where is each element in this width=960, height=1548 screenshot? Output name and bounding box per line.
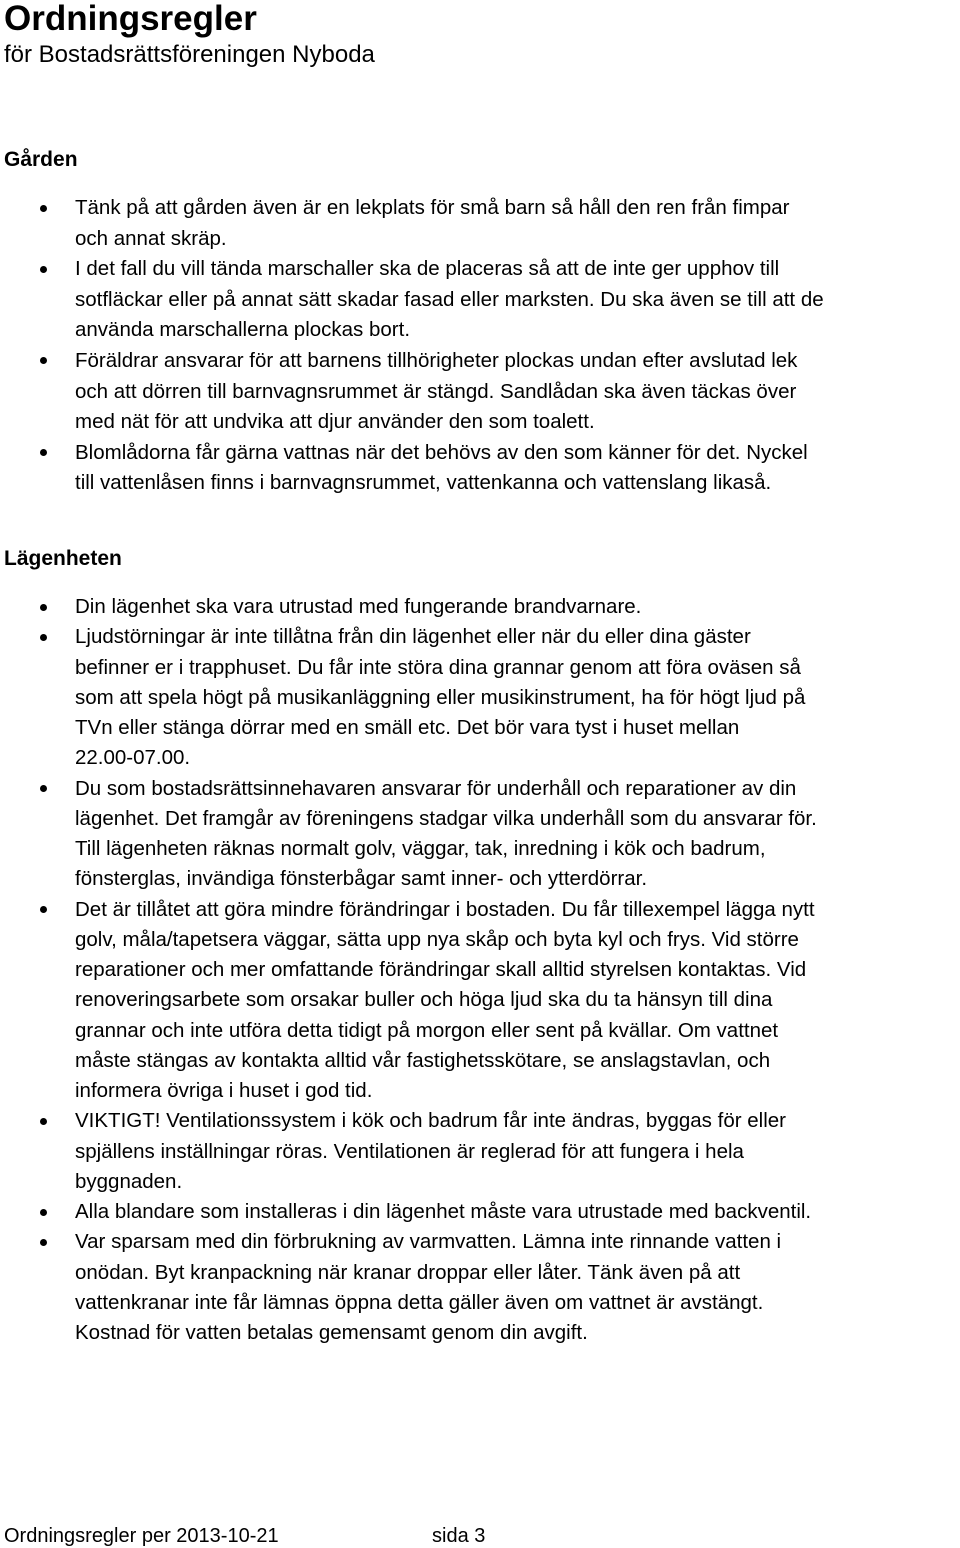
- item-line: Till lägenheten räknas normalt golv, väggar, tak, inredning i kök och badrum,: [75, 837, 766, 860]
- item-line: 22.00-07.00.: [75, 746, 191, 770]
- item-line: sotfläckar eller på annat sätt skadar fasad eller marksten. Du ska även se till att de: [75, 287, 824, 311]
- item-line: lägenhet. Det framgår av föreningens stadgar vilka underhåll som du ansvarar för.: [75, 806, 817, 830]
- list-item: [0, 346, 960, 438]
- item-line: med nät för att undvika att djur använder den som toalett.: [75, 410, 595, 434]
- item-line: Ljudstörningar är inte tillåtna från din lägenhet eller när du eller dina gäster: [75, 625, 751, 649]
- item-line: befinner er i trapphuset. Du får inte störa dina grannar genom att föra oväsen så: [75, 655, 801, 679]
- bullet-icon: [40, 1118, 47, 1125]
- item-line: fönsterglas, invändiga fönsterbågar samt inner- och ytterdörrar.: [75, 867, 648, 891]
- bullet-icon: [40, 634, 47, 641]
- item-line: och annat skräp.: [75, 226, 227, 250]
- bullet-icon: [40, 449, 47, 456]
- list-item: [0, 1106, 960, 1197]
- item-line: renoveringsarbete som orsakar buller och höga ljud ska du ta hänsyn till dina: [75, 988, 773, 1012]
- list-item: [0, 254, 960, 346]
- item-line: byggnaden.: [75, 1169, 183, 1193]
- item-line: informera övriga i huset i god tid.: [75, 1079, 373, 1102]
- item-line: måste stängas av kontakta alltid vår fastighetsskötare, se anslagstavlan, och: [75, 1048, 771, 1072]
- list-item: [0, 1197, 960, 1227]
- list-item: [0, 895, 960, 1107]
- item-line: TVn eller stänga dörrar med en smäll etc. Det bör vara tyst i huset mellan: [75, 716, 740, 739]
- item-line: Föräldrar ansvarar för att barnens tillhörigheter plockas undan efter avslutad lek: [75, 348, 798, 372]
- item-line: Blomlådorna får gärna vattnas när det behövs av den som känner för det. Nyckel: [75, 440, 808, 464]
- item-line: som att spela högt på musikanläggning eller musikinstrument, ha för högt ljud på: [75, 685, 806, 709]
- bullet-icon: [40, 357, 47, 364]
- bullet-icon: [40, 604, 47, 611]
- bullet-icon: [40, 906, 47, 913]
- item-line: vattenkranar inte får lämnas öppna detta gäller även om vattnet är avstängt.: [75, 1290, 764, 1314]
- document-title: Ordningsregler: [4, 0, 257, 38]
- item-line: grannar och inte utföra detta tidigt på morgon eller sent på kvällar. Om vattnet: [75, 1018, 779, 1042]
- item-line: Din lägenhet ska vara utrustad med fungerande brandvarnare.: [75, 595, 642, 618]
- item-line: Var sparsam med din förbrukning av varmvatten. Lämna inte rinnande vatten i: [75, 1230, 782, 1254]
- item-line: VIKTIGT! Ventilationssystem i kök och badrum får inte ändras, byggas för eller: [75, 1109, 786, 1133]
- item-line: reparationer och mer omfattande förändringar skall alltid styrelsen kontaktas. Vid: [75, 958, 807, 981]
- item-line: spjällens inställningar röras. Ventilationen är reglerad för att fungera i hela: [75, 1139, 744, 1163]
- bullet-icon: [40, 1239, 47, 1246]
- item-line: onödan. Byt kranpackning när kranar droppar eller låter. Tänk även på att: [75, 1260, 741, 1284]
- document-subtitle: för Bostadsrättsföreningen Nyboda: [4, 41, 375, 68]
- bullet-list-garden: [0, 193, 960, 499]
- bullet-list-apartment: [0, 592, 960, 1348]
- item-line: använda marschallerna plockas bort.: [75, 318, 411, 342]
- item-line: golv, måla/tapetsera väggar, sätta upp nya skåp och byta kyl och frys. Vid större: [75, 927, 799, 951]
- item-line: och att dörren till barnvagnsrummet är stängd. Sandlådan ska även täckas över: [75, 379, 797, 403]
- footer-page-number: sida 3: [432, 1525, 486, 1547]
- footer-document-date: Ordningsregler per 2013-10-21: [4, 1525, 279, 1547]
- item-line: Du som bostadsrättsinnehavaren ansvarar för underhåll och reparationer av din: [75, 776, 797, 800]
- section-heading-apartment: Lägenheten: [4, 547, 122, 570]
- list-item: [0, 193, 960, 254]
- item-line: I det fall du vill tända marschaller ska de placeras så att de inte ger upphov till: [75, 257, 780, 281]
- bullet-icon: [40, 785, 47, 792]
- item-line: till vattenlåsen finns i barnvagnsrummet, vattenkanna och vattenslang likaså.: [75, 471, 772, 495]
- list-item: [0, 438, 960, 499]
- bullet-icon: [40, 205, 47, 212]
- item-line: Alla blandare som installeras i din lägenhet måste vara utrustade med backventil.: [75, 1200, 812, 1223]
- list-item: [0, 622, 960, 773]
- list-item: [0, 774, 960, 895]
- section-heading-garden: Gården: [4, 148, 78, 171]
- bullet-icon: [40, 1209, 47, 1216]
- item-line: Kostnad för vatten betalas gemensamt genom din avgift.: [75, 1321, 588, 1344]
- list-item: [0, 1227, 960, 1348]
- bullet-icon: [40, 266, 47, 273]
- item-line: Det är tillåtet att göra mindre förändringar i bostaden. Du får tillexempel lägga nytt: [75, 897, 815, 921]
- item-line: Tänk på att gården även är en lekplats för små barn så håll den ren från fimpar: [75, 196, 790, 219]
- list-item: [0, 592, 960, 622]
